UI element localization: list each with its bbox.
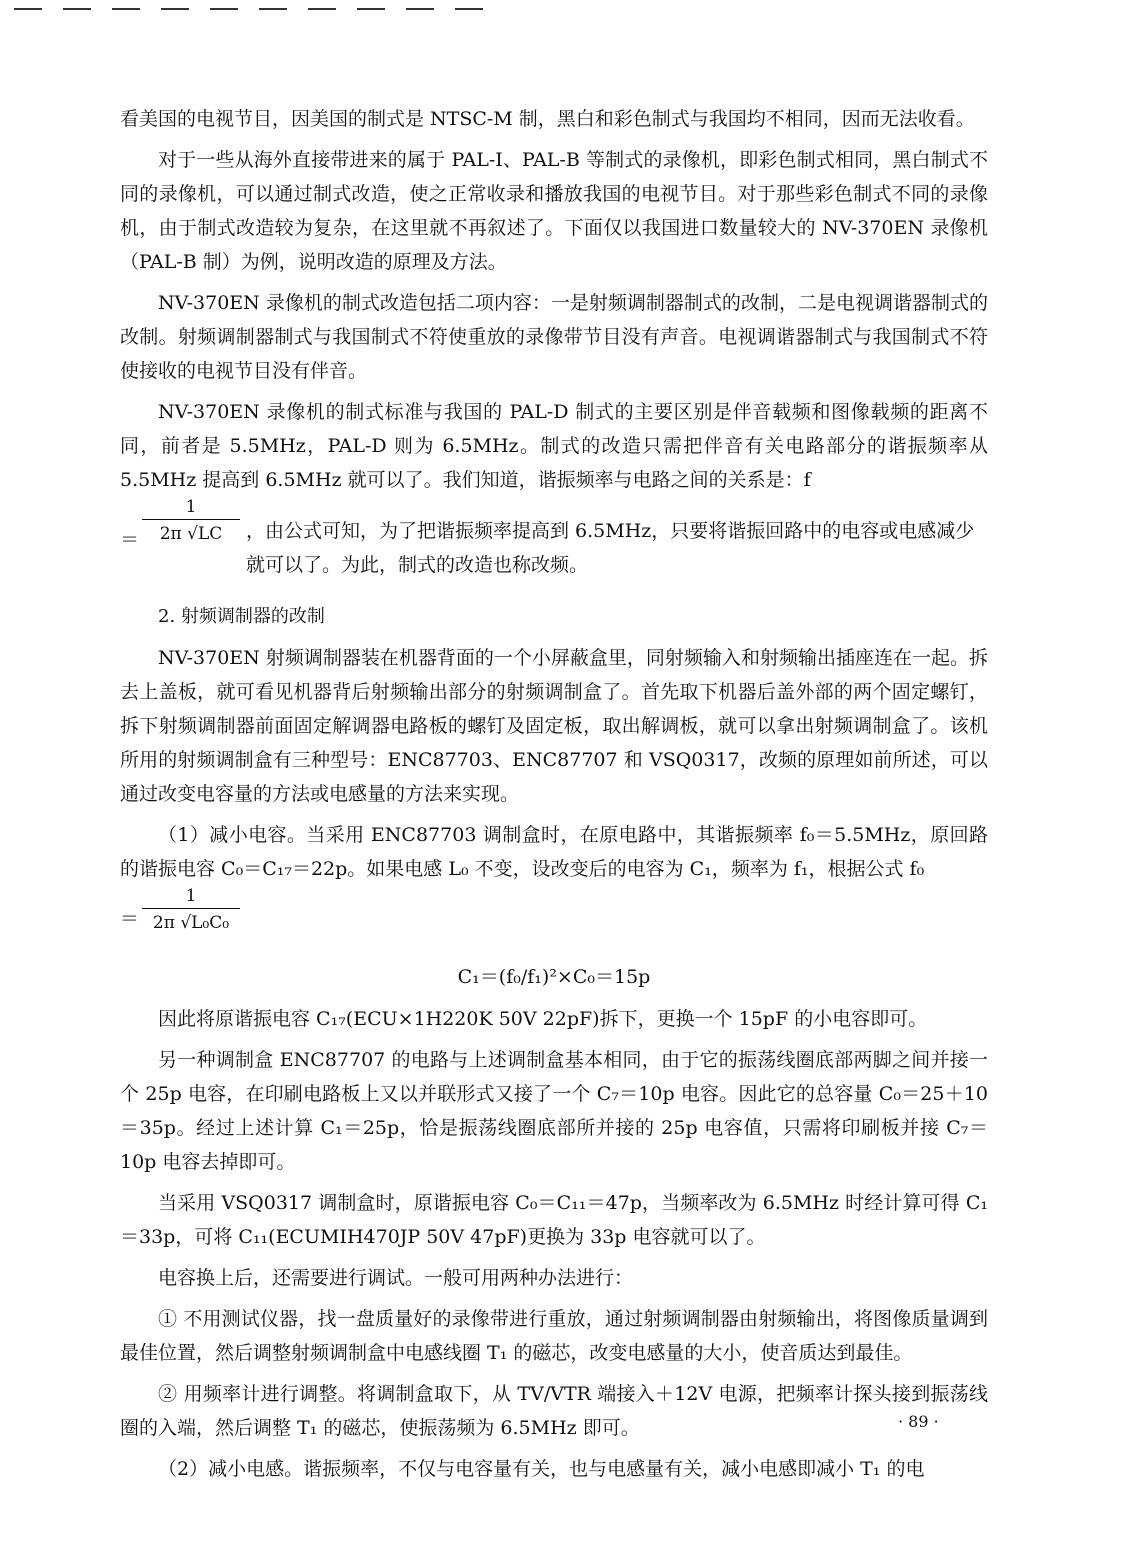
dash — [455, 8, 483, 10]
paragraph-4: NV-370EN 录像机的制式标准与我国的 PAL-D 制式的主要区别是伴音载频和图像载频的距离不同，前者是 5.5MHz，PAL-D 则为 6.5MHz。制式的改造只需把伴音有关电路部分的谐振频率从 5.5MHz 提高到 6.5MHz 就可以了。我们知道，谐振频率与电路之间的关系是：f — [120, 401, 988, 491]
header-dash-rule — [14, 8, 483, 10]
dash — [14, 8, 42, 10]
dash — [357, 8, 385, 10]
equation-c1: C₁＝(f₀/f₁)²×C₀＝15p — [457, 966, 651, 988]
dash — [308, 8, 336, 10]
dash — [112, 8, 140, 10]
fraction-f0 — [142, 886, 240, 937]
paragraph-6: （1）减小电容。当采用 ENC87703 调制盒时，在原电路中，其谐振频率 f₀＝5.5MHz，原回路的谐振电容 C₀＝C₁₇＝22p。如果电感 L₀ 不变，设改变后的电容为 C₁，频率为 f₁，根据公式 f₀ — [120, 824, 988, 880]
paragraph-13: （2）减小电感。谐振频率，不仅与电容量有关，也与电感量有关，减小电感即减小 T₁ 的电 — [158, 1458, 925, 1480]
paragraph-2: 对于一些从海外直接带进来的属于 PAL-I、PAL-B 等制式的录像机，即彩色制式相同，黑白制式不同的录像机，可以通过制式改造，使之正常收录和播放我国的电视节目。对于那些彩色制式不同的录像机，由于制式改造较为复杂，在这里就不再叙述了。下面仅以我国进口数量较大的 NV-370EN 录像机（PAL-B 制）为例，说明改造的原理及方法。 — [120, 149, 988, 273]
paragraph-12: ② 用频率计进行调整。将调制盒取下，从 TV/VTR 端接入＋12V 电源，把频率计探头接到振荡线圈的入端，然后调整 T₁ 的磁芯，使振荡频为 6.5MHz 即可。 — [120, 1383, 988, 1439]
fraction-denominator: 2π √L₀C₀ — [152, 913, 230, 933]
paragraph-4-continuation: ，由公式可知，为了把谐振频率提高到 6.5MHz，只要将谐振回路中的电容或电感减少就可以了。为此，制式的改造也称改频。 — [246, 520, 975, 576]
fraction-denominator: 2π √LC — [159, 524, 223, 544]
formula-f0-line — [120, 886, 988, 956]
page-number: · 89 · — [898, 1412, 939, 1431]
paragraph-3: NV-370EN 录像机的制式改造包括二项内容：一是射频调制器制式的改制，二是电视调谐器制式的改制。射频调制器制式与我国制式不符使重放的录像带节目没有声音。电视调谐器制式与我国制式不符使接收的电视节目没有伴音。 — [120, 292, 988, 382]
paragraph-11: ① 不用测试仪器，找一盘质量好的录像带进行重放，通过射频调制器由射频输出，将图像质量调到最佳位置，然后调整射频调制盒中电感线圈 T₁ 的磁芯，改变电感量的大小，使音质达到最佳。 — [120, 1308, 988, 1364]
paragraph-9: 当采用 VSQ0317 调制盒时，原谐振电容 C₀＝C₁₁＝47p，当频率改为 6.5MHz 时经计算可得 C₁＝33p，可将 C₁₁(ECUMIH470JP 50V 47pF)更换为 33p 电容就可以了。 — [120, 1192, 988, 1248]
fraction-numerator: 1 — [142, 886, 240, 909]
dash — [63, 8, 91, 10]
formula-resonance-line — [120, 497, 988, 576]
dash — [210, 8, 238, 10]
paragraph-8: 另一种调制盒 ENC87707 的电路与上述调制盒基本相同，由于它的振荡线圈底部两脚之间并接一个 25p 电容，在印刷电路板上又以并联形式又接了一个 C₇＝10p 电容。因此它的总容量 C₀＝25＋10＝35p。经过上述计算 C₁＝25p，恰是振荡线圈底部所并接的 25p 电容值，只需将印刷板并接 C₇＝10p 电容去掉即可。 — [120, 1049, 988, 1173]
paragraph-1: 看美国的电视节目，因美国的制式是 NTSC-M 制，黑白和彩色制式与我国均不相同，因而无法收看。 — [120, 108, 975, 130]
paragraph-10: 电容换上后，还需要进行调试。一般可用两种办法进行： — [158, 1267, 634, 1289]
dash — [406, 8, 434, 10]
equals-sign: ＝ — [120, 529, 140, 551]
fraction-numerator: 1 — [142, 497, 240, 520]
section-heading: 2. 射频调制器的改制 — [158, 606, 325, 627]
paragraph-5: NV-370EN 射频调制器装在机器背面的一个小屏蔽盒里，同射频输入和射频输出插座连在一起。拆去上盖板，就可看见机器背后射频输出部分的射频调制盒了。首先取下机器后盖外部的两个固定螺钉，拆下射频调制器前面固定解调器电路板的螺钉及固定板，取出解调板，就可以拿出射频调制盒了。该机所用的射频调制盒有三种型号：ENC87703、ENC87707 和 VSQ0317，改频的原理如前所述，可以通过改变电容量的方法或电感量的方法来实现。 — [120, 647, 988, 805]
dash — [259, 8, 287, 10]
page-body — [120, 102, 988, 1486]
fraction-resonance — [142, 497, 240, 548]
dash — [161, 8, 189, 10]
equals-sign: ＝ — [120, 908, 140, 930]
paragraph-7: 因此将原谐振电容 C₁₇(ECU×1H220K 50V 22pF)拆下，更换一个 15pF 的小电容即可。 — [158, 1008, 928, 1030]
